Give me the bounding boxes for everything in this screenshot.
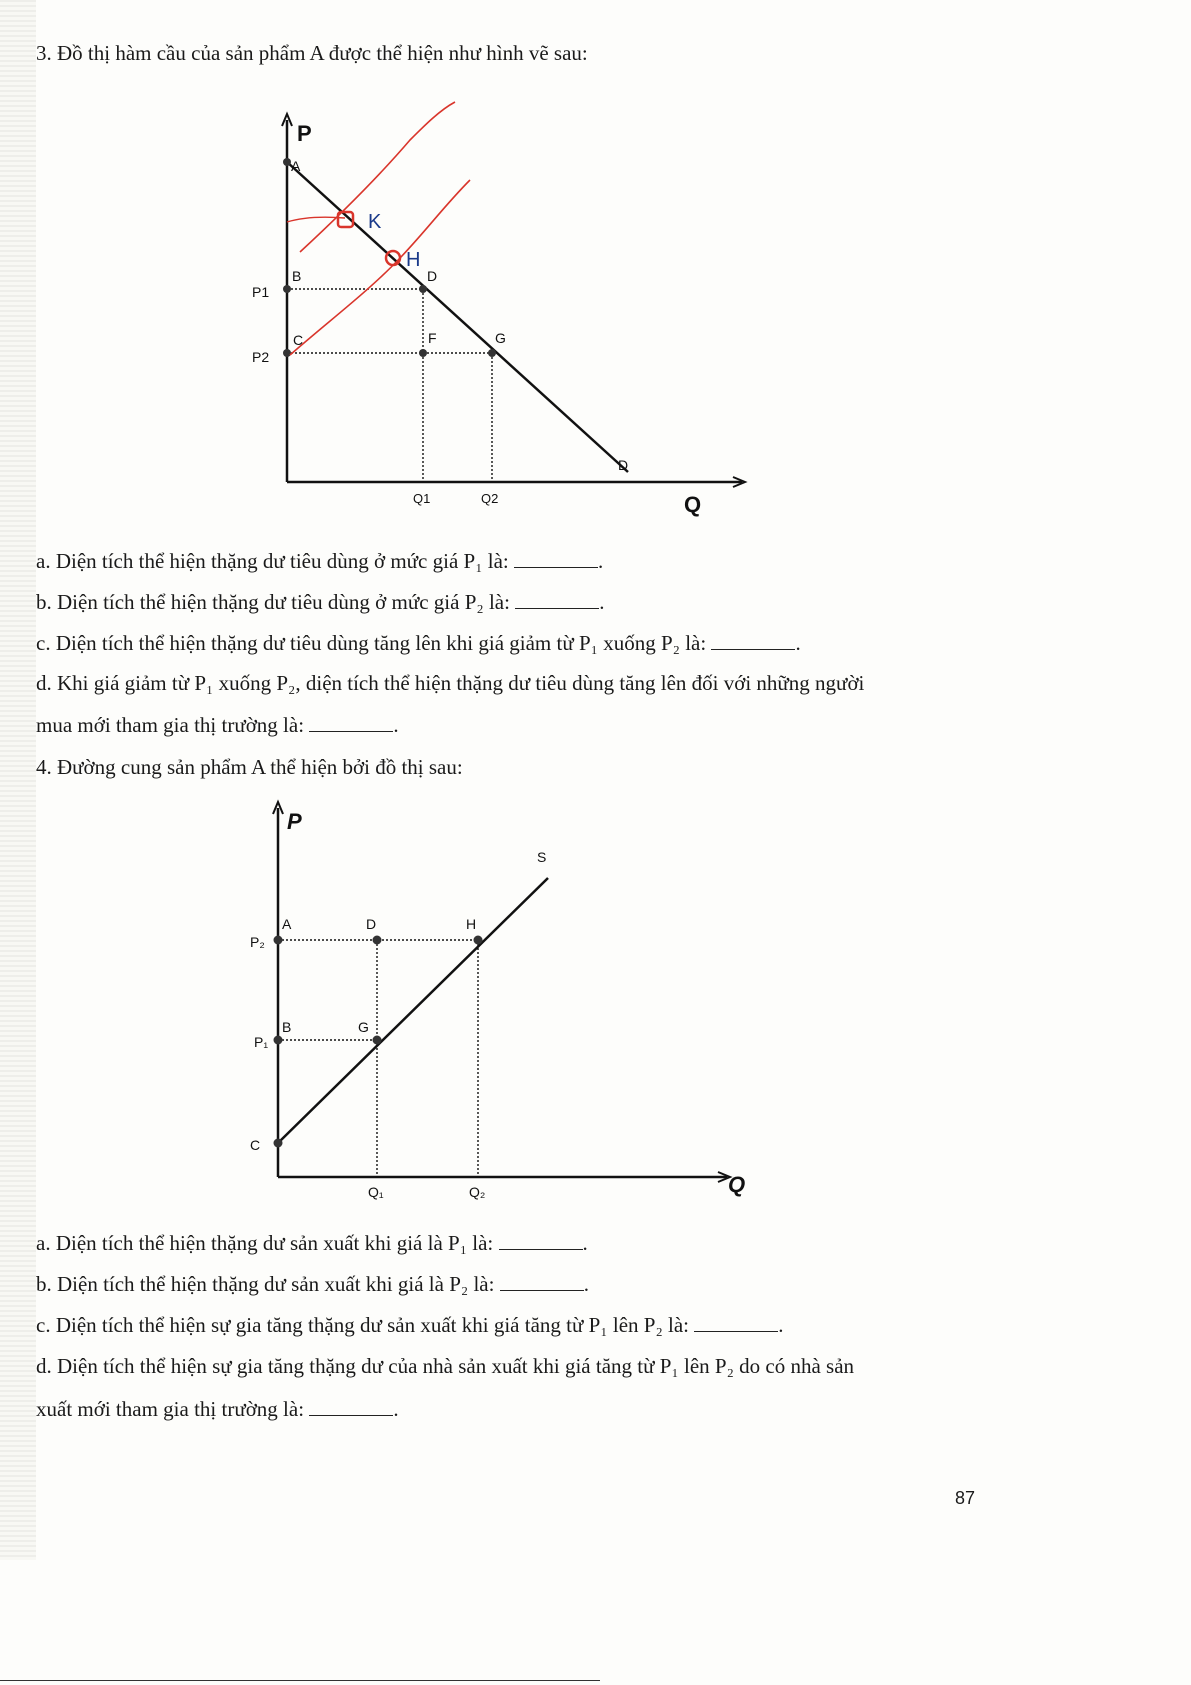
tick2-p1: P₁ (254, 1034, 269, 1050)
label2-d: D (366, 916, 377, 932)
label-d: D (427, 268, 438, 284)
q4-heading: 4. Đường cung sản phẩm A thể hiện bởi đồ thị sau: (36, 755, 463, 779)
page-number: 87 (955, 1488, 976, 1508)
q4-part-d-line1: d. Diện tích thể hiện sự gia tăng thặng dư của nhà sản xuất khi giá tăng từ P₁ lên P₂ do có nhà sản (36, 1354, 855, 1378)
answer-blank[interactable] (500, 1272, 584, 1291)
label-s: S (537, 849, 547, 865)
q3-part-a: a. Diện tích thể hiện thặng dư tiêu dùng ở mức giá P₁ là: . (36, 549, 604, 573)
label2-b: B (282, 1019, 292, 1035)
point2-a (274, 936, 283, 945)
label-d-end: D (618, 457, 629, 473)
point2-g (373, 1036, 382, 1045)
tick-q2: Q2 (481, 491, 499, 506)
chart2-p-label: P (287, 809, 302, 834)
point-a (283, 158, 291, 166)
label-b: B (292, 268, 302, 284)
tick-q1: Q1 (413, 491, 431, 506)
supply-line-2 (290, 180, 470, 355)
answer-blank[interactable] (309, 1397, 393, 1416)
point2-d (373, 936, 382, 945)
bottom-rule (0, 1680, 600, 1681)
q4-part-d-line2: xuất mới tham gia thị trường là: . (36, 1397, 399, 1421)
tick2-p2: P₂ (250, 934, 265, 950)
label-c: C (293, 332, 304, 348)
q3-part-d-line2: mua mới tham gia thị trường là: . (36, 713, 399, 737)
label2-c: C (250, 1137, 261, 1153)
point-b (283, 285, 291, 293)
chart1-p-label: P (297, 121, 312, 146)
point2-h (474, 936, 483, 945)
q4-part-a: a. Diện tích thể hiện thặng dư sản xuất khi giá là P₁ là: . (36, 1231, 588, 1255)
chart2-q-label: Q (728, 1172, 746, 1197)
label-h: H (406, 249, 421, 271)
label-a: A (291, 158, 301, 174)
label2-h: H (466, 916, 477, 932)
supply-line (278, 878, 548, 1143)
label-g: G (495, 330, 506, 346)
q3-part-c: c. Diện tích thể hiện thặng dư tiêu dùng tăng lên khi giá giảm từ P₁ xuống P₂ là: . (36, 631, 801, 655)
label-k: K (368, 211, 382, 233)
tick-p2: P2 (252, 349, 270, 365)
q3-part-d-line1: d. Khi giá giảm từ P₁ xuống P₂, diện tích thể hiện thặng dư tiêu dùng tăng lên đối với những người (36, 671, 865, 695)
q3-part-b: b. Diện tích thể hiện thặng dư tiêu dùng ở mức giá P₂ là: . (36, 590, 605, 614)
label-f: F (428, 330, 437, 346)
point-g (488, 349, 496, 357)
tick2-q1: Q₁ (368, 1184, 384, 1200)
answer-blank[interactable] (694, 1313, 778, 1332)
answer-blank[interactable] (309, 713, 393, 732)
tick2-q2: Q₂ (469, 1184, 486, 1200)
label2-g: G (358, 1019, 369, 1035)
point-f (419, 349, 427, 357)
point2-c (274, 1139, 283, 1148)
chart1-q-label: Q (684, 492, 702, 517)
tick-p1: P1 (252, 284, 270, 300)
q4-part-c: c. Diện tích thể hiện sự gia tăng thặng dư sản xuất khi giá tăng từ P₁ lên P₂ là: . (36, 1313, 784, 1337)
point-d (419, 285, 427, 293)
label2-a: A (282, 916, 292, 932)
guide-scribble (287, 217, 345, 222)
q4-part-b: b. Diện tích thể hiện thặng dư sản xuất khi giá là P₂ là: . (36, 1272, 589, 1296)
answer-blank[interactable] (515, 590, 599, 609)
answer-blank[interactable] (514, 549, 598, 568)
answer-blank[interactable] (711, 631, 795, 650)
demand-line (287, 162, 628, 472)
point-c (283, 349, 291, 357)
q3-heading: 3. Đồ thị hàm cầu của sản phẩm A được thể hiện như hình vẽ sau: (36, 41, 588, 65)
answer-blank[interactable] (499, 1231, 583, 1250)
point2-b (274, 1036, 283, 1045)
